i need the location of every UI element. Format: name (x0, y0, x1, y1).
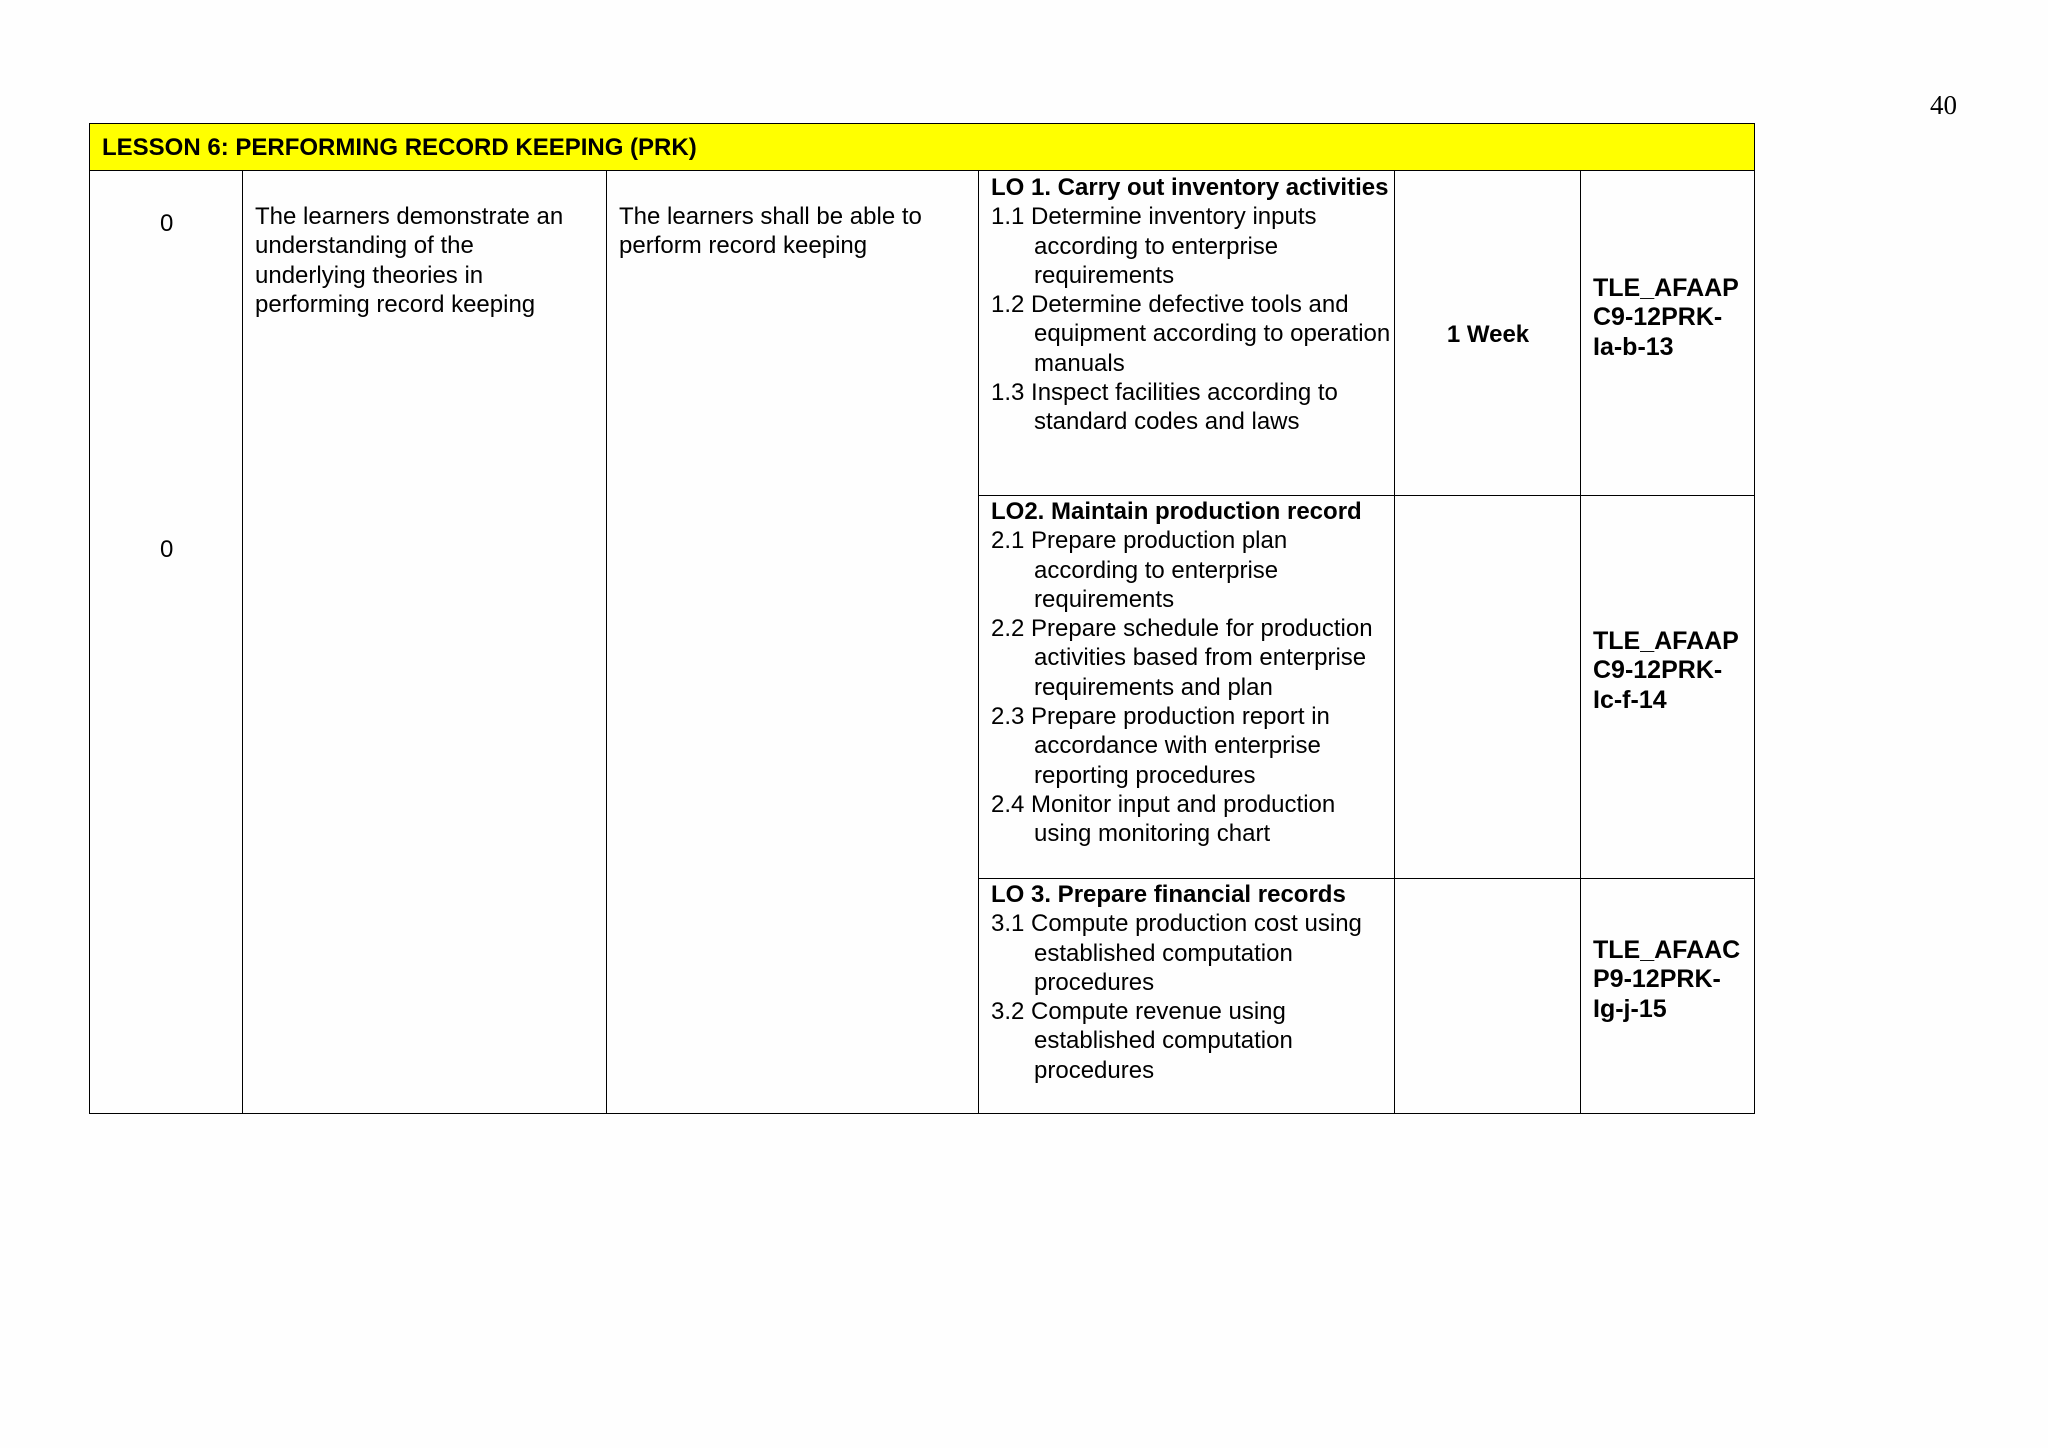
lo-item: 2.2 Prepare schedule for production activities based from enterprise requirements and plan (991, 615, 1373, 701)
learning-outcome-3 (991, 880, 1391, 1085)
competency-code-1 (1593, 274, 1739, 362)
hours-value: 0 (160, 210, 174, 237)
code-line: C9-12PRK- (1593, 303, 1723, 332)
code-line: TLE_AFAAP (1593, 627, 1739, 655)
lo-item: 2.3 Prepare production report in accordance with enterprise reporting procedures (991, 703, 1330, 789)
lo-title: LO2. Maintain production record (991, 498, 1362, 525)
row-divider (978, 495, 1754, 496)
lo-item: 1.1 Determine inventory inputs according to enterprise requirements (991, 203, 1317, 289)
lo-title: LO 1. Carry out inventory activities (991, 174, 1389, 201)
learning-outcome-2 (991, 497, 1391, 849)
code-line: C9-12PRK- (1593, 656, 1723, 685)
column-divider (242, 171, 243, 1113)
code-line: TLE_AFAAC (1593, 936, 1741, 964)
page-number: 40 (1930, 90, 1957, 120)
lo-item: 3.2 Compute revenue using established computation procedures (991, 998, 1293, 1084)
duration: 1 Week (1446, 321, 1530, 348)
code-line: TLE_AFAAP (1593, 274, 1739, 302)
curriculum-table (89, 123, 1755, 1114)
content-standard: The learners demonstrate an understanding of the underlying theories in performing record keeping (255, 203, 564, 318)
column-divider (606, 171, 607, 1113)
column-divider (1580, 171, 1581, 1113)
lo-item: 1.2 Determine defective tools and equipment according to operation manuals (991, 291, 1391, 377)
learning-outcome-1 (991, 173, 1391, 437)
lo-item: 2.1 Prepare production plan according to enterprise requirements (991, 527, 1288, 613)
lo-item: 3.1 Compute production cost using established computation procedures (991, 910, 1362, 996)
column-divider (1394, 171, 1395, 1113)
lo-item: 2.4 Monitor input and production using monitoring chart (991, 790, 1336, 848)
row-divider (978, 878, 1754, 879)
code-line: Ic-f-14 (1593, 685, 1667, 714)
code-line: P9-12PRK- (1593, 965, 1721, 994)
hours-value: 0 (160, 536, 174, 563)
lo-title: LO 3. Prepare financial records (991, 881, 1346, 908)
performance-standard: The learners shall be able to perform record keeping (619, 203, 922, 260)
competency-code-3 (1593, 936, 1740, 1024)
lesson-header: LESSON 6: PERFORMING RECORD KEEPING (PRK) (90, 124, 1754, 171)
competency-code-2 (1593, 627, 1739, 715)
code-line: Ig-j-15 (1593, 994, 1667, 1023)
code-line: Ia-b-13 (1593, 332, 1674, 361)
column-divider (978, 171, 979, 1113)
lo-item: 1.3 Inspect facilities according to standard codes and laws (991, 379, 1338, 436)
